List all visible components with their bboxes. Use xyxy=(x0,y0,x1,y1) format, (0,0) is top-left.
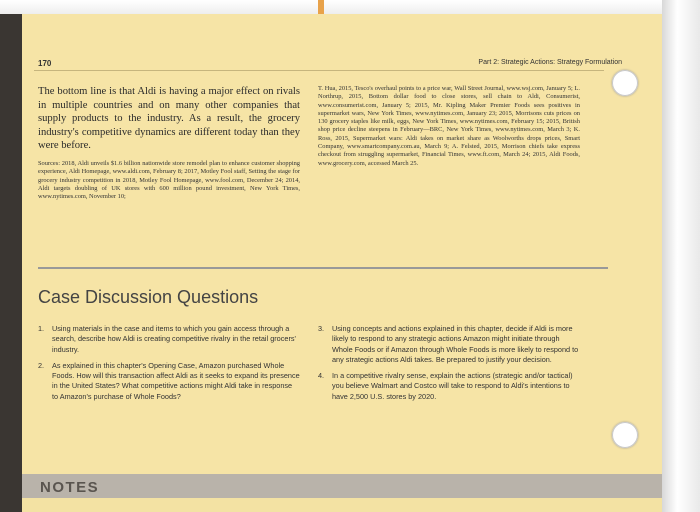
question-number: 3. xyxy=(318,324,325,333)
punch-hole-bottom xyxy=(612,422,638,448)
bottom-page-edge xyxy=(22,498,662,512)
questions-left-column xyxy=(38,324,300,408)
section-title: Case Discussion Questions xyxy=(38,287,259,307)
header-rule xyxy=(34,70,604,71)
question-text: In a competitive rivalry sense, explain the actions (strategic and/or tactical) you believe Walmart and Costco will take to respond to Aldi's intentions to have 2,500 U.S. stores by 2020. xyxy=(332,371,573,401)
top-page-edge xyxy=(0,0,700,14)
notes-label: NOTES xyxy=(40,479,100,496)
question-item xyxy=(38,324,300,355)
notes-bar xyxy=(22,474,662,498)
page-number: 170 xyxy=(38,59,52,68)
question-number: 2. xyxy=(38,360,45,370)
question-text: Using concepts and actions explained in this chapter, decide if Aldi is more likely to respond to any strategic actions Amazon might initiate through Whole Foods or if Amazon through Whole Foods is more likely to respond to any strategic actions Aldi takes. Be prepared to justify your decision. xyxy=(332,324,579,364)
binder-margin xyxy=(662,0,700,512)
references-text: T. Hua, 2015, Tesco's overhaul points to a price war, Wall Street Journal, www.wsj.com, January 5; L. Northrup, 2015, Bottom dollar food to close stores, sell chain to Aldi, Consumerist, www.consumerist.com, January 5; 2015, Mr. Kipling Maker Premier Foods sees positives in supermarket wars, New York Times, www.nytimes.com, January 23; 2015, Morrisons cuts prices on 130 grocery staples like milk, eggs, New York Times, www.nytimes.com, February 15; 2015, British shop price decline steepens in February—BRC, New York Times, www.nytimes.com, March 3; K. Ross, 2015, Supermarket wars: Aldi takes on market share as Woolworths drops prices, Smart Company, www.smartcompany.com.au, March 9; A. Felsted, 2015, Morrison chiefs take express checkout from struggling supermarket, Financial Times, www.ft.com, March 24; 2015, Aldi Foods, www.grocery.com, accessed March 25. xyxy=(318,85,580,167)
question-number: 4. xyxy=(318,371,325,381)
question-item xyxy=(318,324,580,365)
section-rule xyxy=(38,267,608,269)
questions-right-column xyxy=(318,324,580,408)
main-paragraph: The bottom line is that Aldi is having a major effect on rivals in multiple countries and on many other companies that supply products to the industry. As a result, the grocery industry's competitive dynamics are different today than they were before. xyxy=(38,86,300,152)
question-text: Using materials in the case and items to which you gain access through a search, describe how Aldi is creating competitive rivalry in the retail grocers' industry. xyxy=(52,324,296,354)
question-text: As explained in this chapter's Opening Case, Amazon purchased Whole Foods. How will this transaction affect Aldi as it seeks to expand its presence in the United States? What competitive actions might Aldi take in response to Amazon's purchase of Whole Foods? xyxy=(52,360,300,401)
sources-text: Sources: 2018, Aldi unveils $1.6 billion nationwide store remodel plan to enhance customer shopping experience, Aldi Homepage, www.aldi.com, February 8; 2017, Motley Fool staff, Setting the stage for grocery industry competition in 2018, Motley Fool Homepage, www.fool.com, December 24; 2014, Aldi targets doubling of UK stores with 600 million pound investment, New York Times, www.nytimes.com, November 10; xyxy=(38,160,300,201)
question-item xyxy=(38,361,300,402)
question-number: 1. xyxy=(38,324,45,333)
punch-hole-top xyxy=(612,70,638,96)
page-tab-marker xyxy=(318,0,324,14)
running-head: Part 2: Strategic Actions: Strategy Formulation xyxy=(478,59,622,66)
question-item xyxy=(318,371,580,402)
